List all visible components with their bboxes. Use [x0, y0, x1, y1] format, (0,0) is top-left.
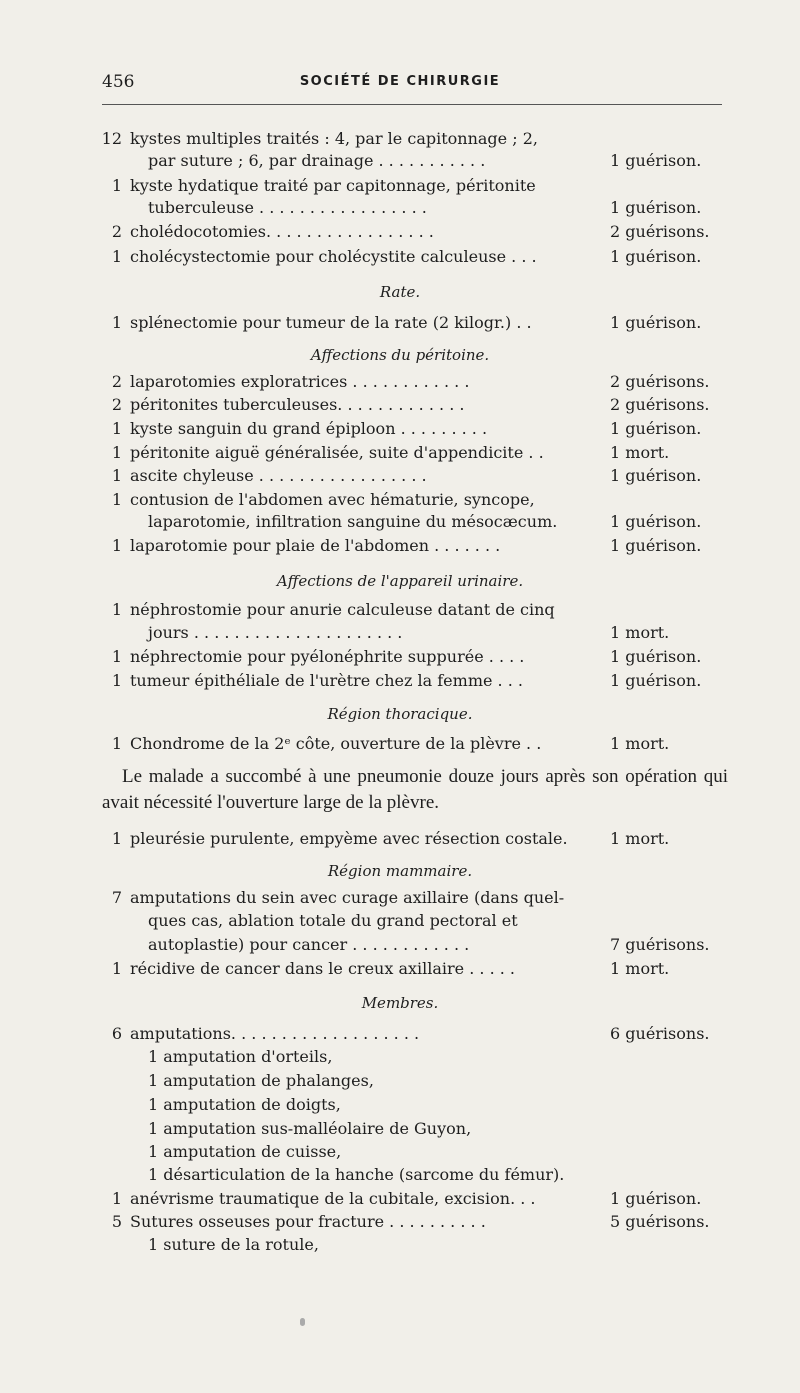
case-count: 7 [111, 888, 122, 907]
case-description: 1 suture de la rotule, [148, 1235, 319, 1254]
case-count: 1 [111, 490, 122, 509]
case-count: 1 [111, 536, 122, 555]
case-description: laparotomies exploratrices . . . . . . . . . . . . [130, 372, 470, 391]
case-description: 1 amputation sus-malléolaire de Guyon, [148, 1119, 472, 1138]
case-outcome: 1 guérison. [610, 419, 702, 438]
case-description: amputations du sein avec curage axillaire (dans quel- [130, 888, 565, 907]
body-paragraph: Le malade a succombé à une pneumonie douze jours après son opération qui avait nécessité l'ouverture large de la plèvre. [102, 766, 728, 813]
case-count: 1 [111, 176, 122, 195]
section-heading-thoracique: Région thoracique. [327, 705, 473, 723]
case-description: contusion de l'abdomen avec hématurie, syncope, [130, 490, 535, 509]
case-description: anévrisme traumatique de la cubitale, excision. . . [130, 1189, 536, 1208]
section-heading-rate: Rate. [379, 283, 421, 301]
case-description: kyste sanguin du grand épiploon . . . . . . . . . [130, 419, 488, 438]
case-outcome: 1 mort. [610, 734, 670, 753]
case-count: 2 [111, 222, 122, 241]
case-count: 5 [111, 1212, 122, 1231]
case-count: 1 [111, 671, 122, 690]
case-outcome: 1 guérison. [610, 1189, 702, 1208]
case-count: 1 [111, 959, 122, 978]
case-description: péritonite aiguë généralisée, suite d'appendicite . . [130, 443, 544, 462]
case-count: 1 [111, 313, 122, 332]
case-count: 1 [111, 600, 122, 619]
case-description: néphrectomie pour pyélonéphrite suppurée . . . . [130, 647, 525, 666]
case-count: 1 [111, 1189, 122, 1208]
case-description: laparotomie pour plaie de l'abdomen . . . . . . . [130, 536, 501, 555]
case-outcome: 1 mort. [610, 959, 670, 978]
case-count: 1 [111, 466, 122, 485]
section-heading-urinaire: Affections de l'appareil urinaire. [276, 572, 524, 590]
case-description: 1 amputation d'orteils, [148, 1047, 333, 1066]
case-outcome: 2 guérisons. [610, 372, 710, 391]
case-description: kyste hydatique traité par capitonnage, péritonite [130, 176, 536, 195]
case-outcome: 1 mort. [610, 829, 670, 848]
case-description: cholédocotomies. . . . . . . . . . . . . . . . . [130, 222, 434, 241]
case-count: 1 [111, 829, 122, 848]
section-heading-peritoine: Affections du péritoine. [310, 346, 490, 364]
case-count: 1 [111, 734, 122, 753]
case-description: néphrostomie pour anurie calculeuse datant de cinq [130, 600, 555, 619]
case-count: 1 [111, 443, 122, 462]
case-description: jours . . . . . . . . . . . . . . . . . . . . . [148, 623, 403, 642]
case-description: pleurésie purulente, empyème avec résection costale. [130, 829, 568, 848]
case-description: cholécystectomie pour cholécystite calculeuse . . . [130, 247, 537, 266]
case-description: 1 amputation de doigts, [148, 1095, 341, 1114]
case-description: kystes multiples traités : 4, par le capitonnage ; 2, [130, 129, 538, 148]
section-heading-membres: Membres. [361, 994, 439, 1012]
header-rule [102, 104, 722, 105]
case-count: 1 [111, 419, 122, 438]
case-count: 2 [111, 395, 122, 414]
case-outcome: 2 guérisons. [610, 222, 710, 241]
case-description: récidive de cancer dans le creux axillaire . . . . . [130, 959, 516, 978]
case-description: ascite chyleuse . . . . . . . . . . . . . . . . . [130, 466, 427, 485]
case-outcome: 1 guérison. [610, 247, 702, 266]
case-description: laparotomie, infiltration sanguine du mésocæcum. [148, 512, 558, 531]
case-description: 1 désarticulation de la hanche (sarcome du fémur). [148, 1165, 565, 1184]
case-description: tumeur épithéliale de l'urètre chez la femme . . . [130, 671, 523, 690]
case-outcome: 1 guérison. [610, 512, 702, 531]
case-count: 1 [111, 647, 122, 666]
page-number: 456 [102, 72, 135, 92]
ink-mark [300, 1318, 305, 1326]
case-description: Chondrome de la 2ᵉ côte, ouverture de la plèvre . . [130, 734, 542, 753]
case-description: tuberculeuse . . . . . . . . . . . . . . . . . [148, 198, 427, 217]
case-description: splénectomie pour tumeur de la rate (2 kilogr.) . . [130, 313, 532, 332]
case-description: par suture ; 6, par drainage . . . . . . . . . . . [148, 151, 486, 170]
running-title: SOCIÉTÉ DE CHIRURGIE [299, 74, 501, 89]
case-description: ques cas, ablation totale du grand pectoral et [148, 911, 518, 930]
case-outcome: 1 guérison. [610, 198, 702, 217]
case-outcome: 5 guérisons. [610, 1212, 710, 1231]
case-count: 12 [101, 129, 122, 148]
case-count: 6 [111, 1024, 122, 1043]
case-outcome: 1 guérison. [610, 671, 702, 690]
case-outcome: 1 guérison. [610, 536, 702, 555]
section-heading-mammaire: Région mammaire. [327, 862, 473, 880]
case-description: amputations. . . . . . . . . . . . . . . . . . . [130, 1024, 420, 1043]
case-outcome: 1 guérison. [610, 313, 702, 332]
case-outcome: 7 guérisons. [610, 935, 710, 954]
case-count: 1 [111, 247, 122, 266]
case-description: 1 amputation de cuisse, [148, 1142, 342, 1161]
case-outcome: 2 guérisons. [610, 395, 710, 414]
case-outcome: 1 guérison. [610, 647, 702, 666]
case-description: autoplastie) pour cancer . . . . . . . . . . . . [148, 935, 470, 954]
case-outcome: 1 guérison. [610, 466, 702, 485]
case-outcome: 6 guérisons. [610, 1024, 710, 1043]
case-outcome: 1 mort. [610, 443, 670, 462]
case-description: Sutures osseuses pour fracture . . . . . . . . . . [130, 1212, 486, 1231]
case-description: péritonites tuberculeuses. . . . . . . . . . . . . [130, 395, 465, 414]
case-outcome: 1 mort. [610, 623, 670, 642]
case-outcome: 1 guérison. [610, 151, 702, 170]
case-description: 1 amputation de phalanges, [148, 1071, 374, 1090]
case-count: 2 [111, 372, 122, 391]
